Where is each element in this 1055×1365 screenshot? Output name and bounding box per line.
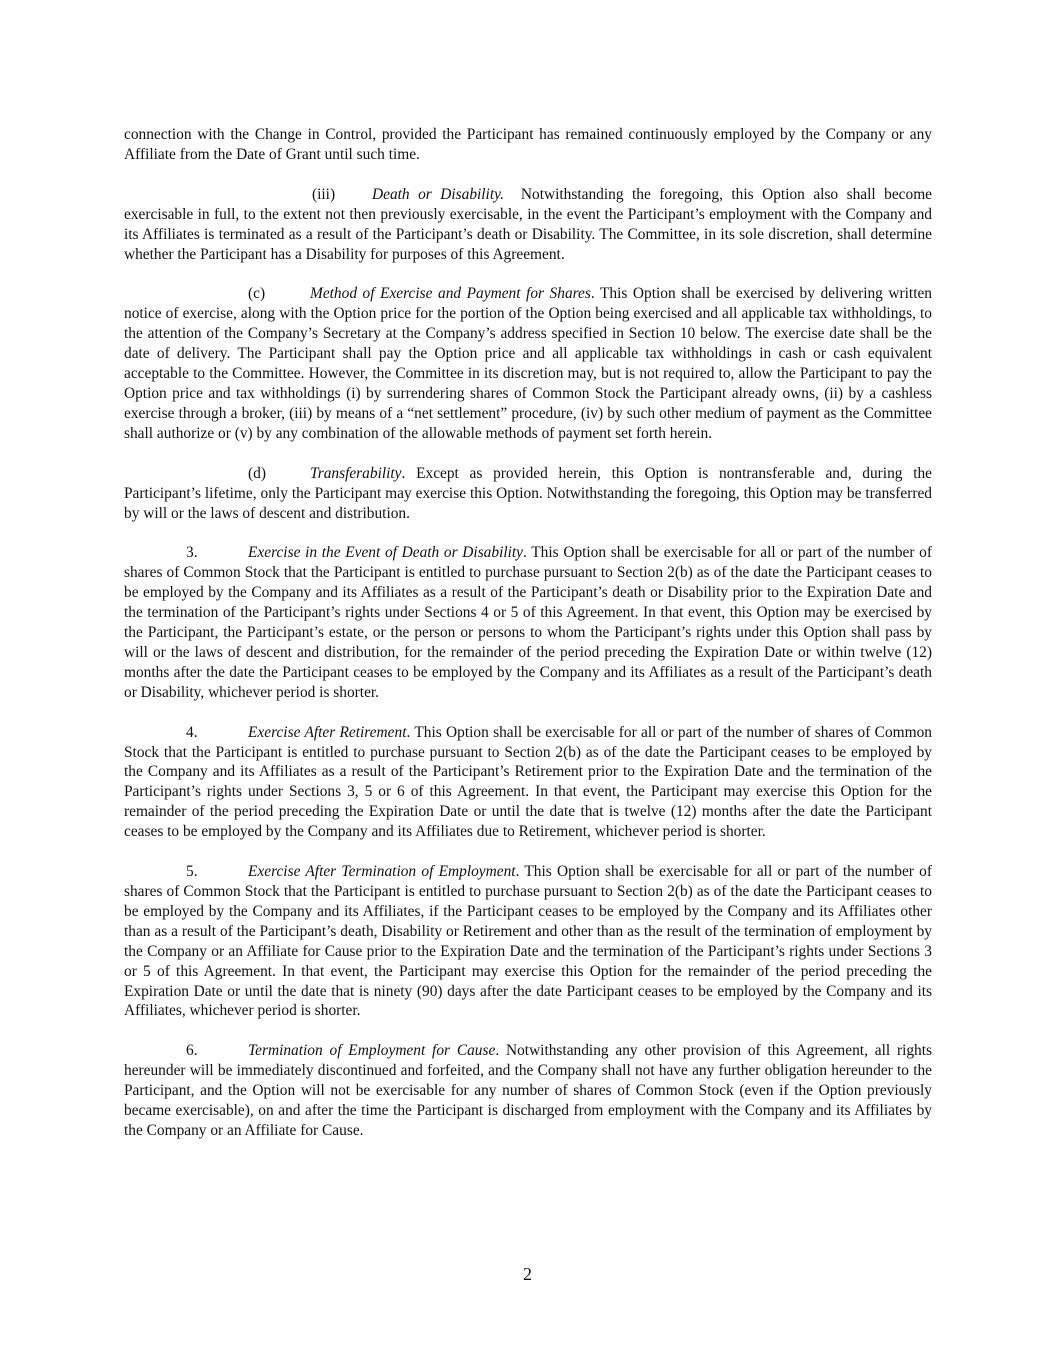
section-number: 6. [186, 1042, 198, 1060]
section-6 [124, 1041, 932, 1141]
section-5 [124, 862, 932, 1021]
clause-label: (d) [248, 464, 266, 482]
section-heading: Termination of Employment for Cause [248, 1042, 496, 1060]
paragraph-death-or-disability [124, 185, 932, 265]
paragraph-text: connection with the Change in Control, provided the Participant has remained continuously employed by the Company or any Affiliate from the Date of Grant until such time. [124, 126, 932, 163]
clause-heading: Transferability [310, 464, 402, 482]
clause-heading: Death or Disability. [372, 185, 504, 203]
clause-label: (c) [248, 285, 266, 303]
clause-text: . This Option shall be exercised by delivering written notice of exercise, along with the Option price for the portion of the Option being exercised and all applicable tax withholdings, to the attention of the Company’s Secretary at the Company’s address specified in Section 10 below. The exercise date shall be the date of delivery. The Participant shall pay the Option price and all applicable tax withholdings in cash or cash equivalent acceptable to the Committee. However, the Committee in its discretion may, but is not required to, allow the Participant to pay the Option price and tax withholdings (i) by surrendering shares of Common Stock the Participant already owns, (ii) by a cashless exercise through a broker, (iii) by means of a “net settlement” procedure, (iv) by such other medium of payment as the Committee shall authorize or (v) by any combination of the allowable methods of payment set forth herein. [124, 285, 932, 442]
paragraph-method-of-exercise [124, 284, 932, 443]
section-4 [124, 723, 932, 842]
paragraph-transferability [124, 464, 932, 524]
section-heading: Exercise After Retirement [248, 723, 407, 741]
section-text: . This Option shall be exercisable for all or part of the number of shares of Common Stock that the Participant is entitled to purchase pursuant to Section 2(b) as of the date the Participant ceases to be employed by the Company and its Affiliates, if the Participant ceases to be employed by the Company and its Affiliates other than as a result of the Participant’s death, Disability or Retirement and other than as the result of the termination of employment by the Company or an Affiliate for Cause prior to the Expiration Date and the termination of the Participant’s rights under Sections 3 or 5 of this Agreement. In that event, the Participant may exercise this Option for the remainder of the period preceding the Expiration Date or until the date that is ninety (90) days after the date Participant ceases to be employed by the Company and its Affiliates, whichever period is shorter. [124, 863, 933, 1020]
section-text: . This Option shall be exercisable for all or part of the number of shares of Common Stock that the Participant is entitled to purchase pursuant to Section 2(b) as of the date the Participant ceases to be employed by the Company and its Affiliates as a result of the Participant’s Retirement prior to the Expiration Date and the termination of the Participant’s rights under Sections 3, 5 or 6 of this Agreement. In that event, the Participant may exercise this Option for the remainder of the period preceding the Expiration Date or until the date that is twelve (12) months after the date the Participant ceases to be employed by the Company and its Affiliates due to Retirement, whichever period is shorter. [124, 723, 932, 841]
section-heading: Exercise After Termination of Employment [248, 863, 516, 881]
section-number: 4. [186, 723, 198, 741]
page-number: 2 [523, 1264, 532, 1284]
section-text: . Notwithstanding any other provision of this Agreement, all rights hereunder will be immediately discontinued and forfeited, and the Company shall not have any further obligation hereunder to the Participant, and the Option will not be exercisable for any number of shares of Common Stock (even if the Option previously became exercisable), on and after the time the Participant is discharged from employment with the Company and its Affiliates by the Company or an Affiliate for Cause. [124, 1042, 932, 1139]
clause-heading: Method of Exercise and Payment for Shares [310, 285, 591, 303]
section-3 [124, 543, 932, 702]
section-number: 5. [186, 863, 198, 881]
document-page [124, 125, 932, 1161]
clause-text: Notwithstanding the foregoing, this Option also shall become exercisable in full, to the extent not then previously exercisable, in the event the Participant’s employment with the Company and its Affiliates is terminated as a result of the Participant’s death or Disability. The Committee, in its sole discretion, shall determine whether the Participant has a Disability for purposes of this Agreement. [124, 185, 932, 263]
section-text: . This Option shall be exercisable for all or part of the number of shares of Common Stock that the Participant is entitled to purchase pursuant to Section 2(b) as of the date the Participant ceases to be employed by the Company and its Affiliates as a result of the Participant’s death or Disability prior to the Expiration Date and the termination of the Participant’s rights under Sections 4 or 5 of this Agreement. In that event, this Option may be exercised by the Participant, the Participant’s estate, or the person or persons to whom the Participant’s rights under this Option shall pass by will or the laws of descent and distribution, for the remainder of the period preceding the Expiration Date or within twelve (12) months after the date the Participant ceases to be employed by the Company and its Affiliates as a result of the Participant’s death or Disability, whichever period is shorter. [124, 544, 932, 701]
clause-label: (iii) [312, 185, 336, 203]
section-number: 3. [186, 544, 198, 562]
clause-text: . Except as provided herein, this Option is nontransferable and, during the Participant’s lifetime, only the Participant may exercise this Option. Notwithstanding the foregoing, this Option may be transferred by will or the laws of descent and distribution. [124, 464, 932, 522]
section-heading: Exercise in the Event of Death or Disability [248, 544, 524, 562]
paragraph-continuation [124, 125, 932, 165]
